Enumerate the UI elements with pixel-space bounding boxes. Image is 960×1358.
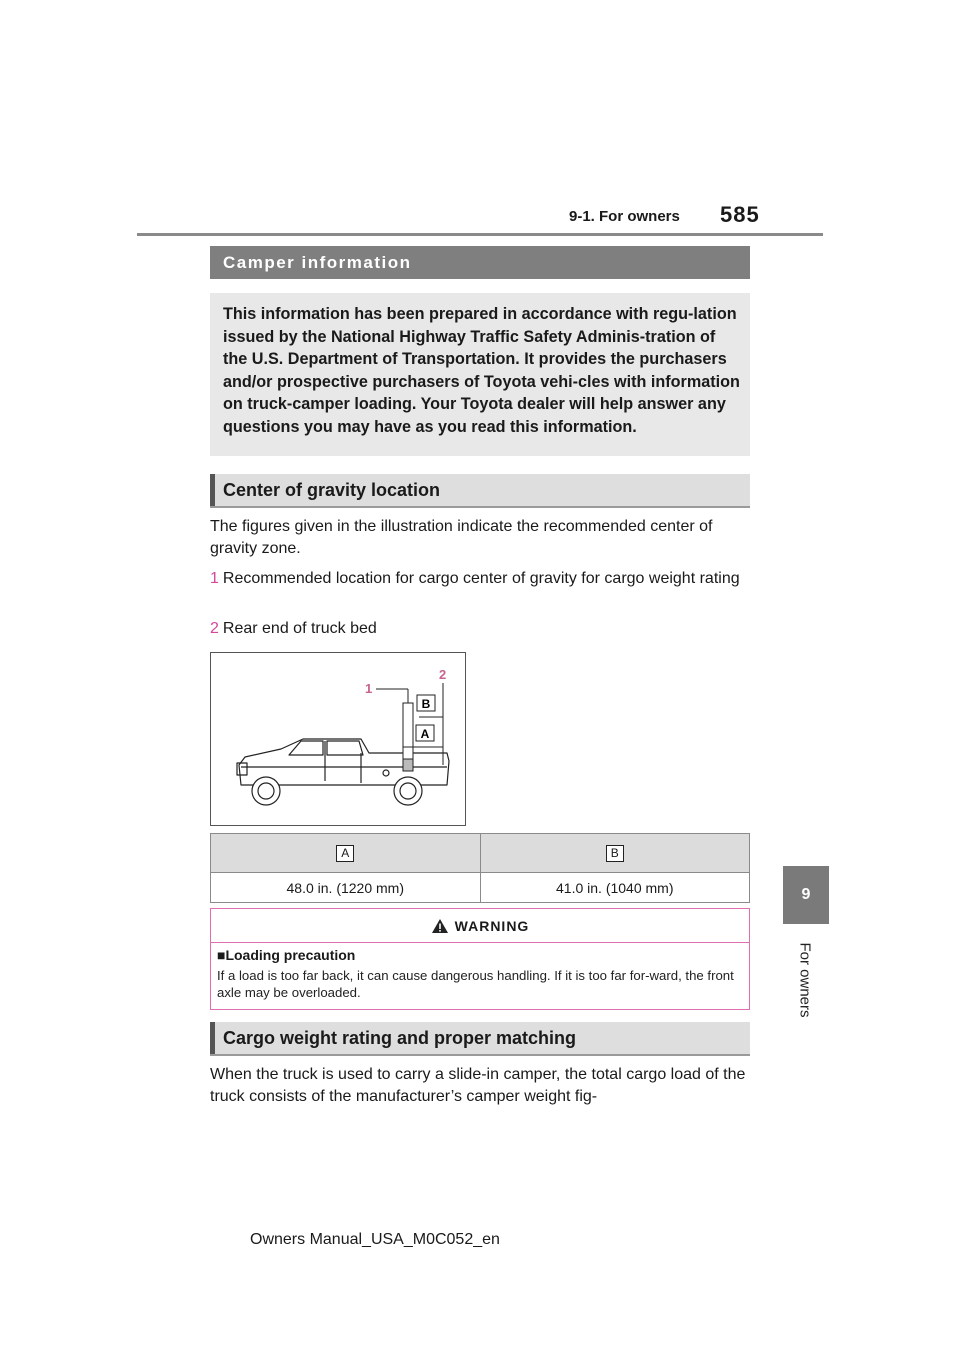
warning-header — [211, 909, 749, 943]
section-label: 9-1. For owners — [569, 208, 680, 225]
letter-b-box: B — [606, 845, 624, 862]
cog-paragraph: The figures given in the illustration indicate the recommended center of gravity zone. — [210, 518, 713, 557]
chapter-label-text: For owners — [796, 942, 814, 1018]
cargo-heading: Cargo weight rating and proper matching — [210, 1022, 750, 1056]
label-a: A — [420, 727, 430, 741]
warning-subheading: ■Loading precaution — [217, 947, 356, 963]
warning-box — [210, 908, 750, 1010]
label-b: B — [421, 697, 431, 711]
warning-body: If a load is too far back, it can cause dangerous handling. If it is too far for-ward, the front axle may be overloaded. — [217, 968, 734, 1000]
dimension-table — [210, 833, 750, 903]
list-item — [210, 618, 750, 640]
letter-a-box: A — [336, 845, 354, 862]
page-number: 585 — [720, 202, 760, 227]
warning-icon — [431, 918, 449, 934]
item-number: 2 — [210, 620, 219, 637]
intro-box — [210, 293, 750, 456]
value-b: 41.0 in. (1040 mm) — [480, 873, 750, 903]
cog-heading: Center of gravity location — [210, 474, 750, 508]
chapter-tab[interactable] — [783, 866, 829, 924]
item-number: 1 — [210, 570, 219, 587]
chapter-tab-label — [765, 940, 845, 1020]
callout-1: 1 — [365, 681, 373, 696]
chapter-number: 9 — [801, 886, 811, 903]
item-text: Rear end of truck bed — [222, 620, 377, 637]
footer-text: Owners Manual_USA_M0C052_en — [250, 1231, 500, 1248]
truck-drawing — [211, 653, 465, 825]
header-a — [211, 834, 481, 873]
item-text: Recommended location for cargo center of gravity for cargo weight rating — [222, 570, 740, 587]
truck-illustration — [210, 652, 466, 826]
cargo-paragraph: When the truck is used to carry a slide-in camper, the total cargo load of the truck consists of the manufacturer’s camper weight fig- — [210, 1066, 746, 1105]
intro-text: This information has been prepared in accordance with regu-lation issued by the National Highway Traffic Safety Adminis-tration of the U.S. Department of Transportation. It provides the purchasers and/or prospective purchasers of Toyota vehi-cles with information on truck-camper loading. Your Toyota dealer will help answer any questions you may have as you read this information. — [223, 305, 740, 436]
header-b — [480, 834, 750, 873]
table-row — [211, 873, 750, 903]
callout-2: 2 — [439, 667, 447, 682]
list-item — [210, 568, 750, 590]
value-a: 48.0 in. (1220 mm) — [211, 873, 481, 903]
header-rule — [137, 233, 823, 236]
warning-title: WARNING — [454, 917, 530, 934]
camper-information-heading: Camper information — [210, 246, 750, 279]
table-header-row — [211, 834, 750, 873]
